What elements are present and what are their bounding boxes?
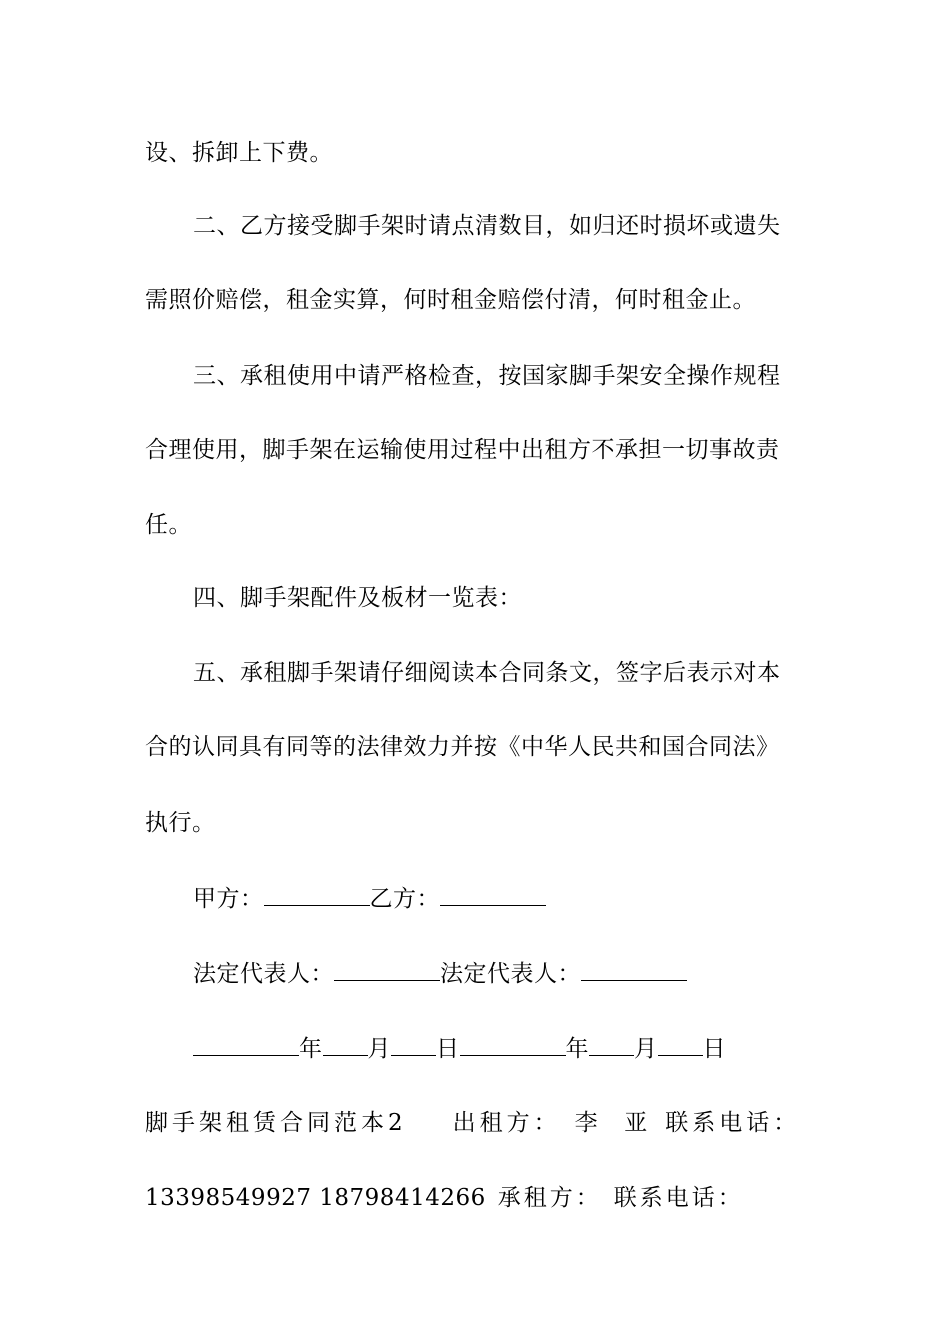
rep-b-blank [581,958,687,981]
month-a-blank [323,1033,368,1056]
rep-a-blank [334,958,440,981]
paragraph-line: 四、脚手架配件及板材一览表： [193,585,522,611]
year-b-blank [460,1033,566,1056]
month-b-label: 月 [634,1036,658,1062]
paragraph-line: 设、拆卸上下费。 [145,140,333,166]
day-a-blank [391,1033,436,1056]
rep-b-label: 法定代表人： [440,961,581,987]
year-a-label: 年 [299,1036,323,1062]
contract2-title: 脚手架租赁合同范本2 [145,1110,407,1136]
party-signature-line [193,883,853,914]
date-signature-line [193,1033,853,1064]
year-a-blank [193,1033,299,1056]
party-a-label: 甲方： [193,886,264,912]
month-a-label: 月 [367,1036,391,1062]
month-b-blank [589,1033,634,1056]
rep-a-label: 法定代表人： [193,961,334,987]
phone-label-2: 联系电话： [613,1185,744,1211]
representative-signature-line [193,958,853,989]
day-b-label: 日 [702,1036,726,1062]
day-a-label: 日 [436,1036,460,1062]
paragraph-line: 二、乙方接受脚手架时请点清数目，如归还时损坏或遗失 [193,213,781,239]
paragraph-line: 执行。 [145,810,216,836]
phone-label: 联系电话： [665,1110,801,1136]
paragraph-line: 合理使用，脚手架在运输使用过程中出租方不承担一切事故责 [145,437,780,463]
lessor-phones: 13398549927 18798414266 [145,1185,486,1211]
paragraph-line: 五、承租脚手架请仔细阅读本合同条文，签字后表示对本 [193,660,781,686]
party-a-blank [264,883,370,906]
paragraph-line: 合的认同具有同等的法律效力并按《中华人民共和国合同法》 [145,734,780,760]
paragraph-line: 三、承租使用中请严格检查，按国家脚手架安全操作规程 [193,363,781,389]
contract2-header-line [145,1108,805,1138]
year-b-label: 年 [565,1036,589,1062]
party-b-blank [440,883,546,906]
day-b-blank [658,1033,703,1056]
lessor-label: 出租方： [452,1110,561,1136]
paragraph-line: 任。 [145,512,192,538]
contract2-phone-line [145,1183,805,1213]
lessor-name: 李 亚 [574,1110,652,1136]
paragraph-line: 需照价赔偿，租金实算，何时租金赔偿付清，何时租金止。 [145,287,756,313]
lessee-label: 承租方： [497,1185,602,1211]
party-b-label: 乙方： [369,886,440,912]
